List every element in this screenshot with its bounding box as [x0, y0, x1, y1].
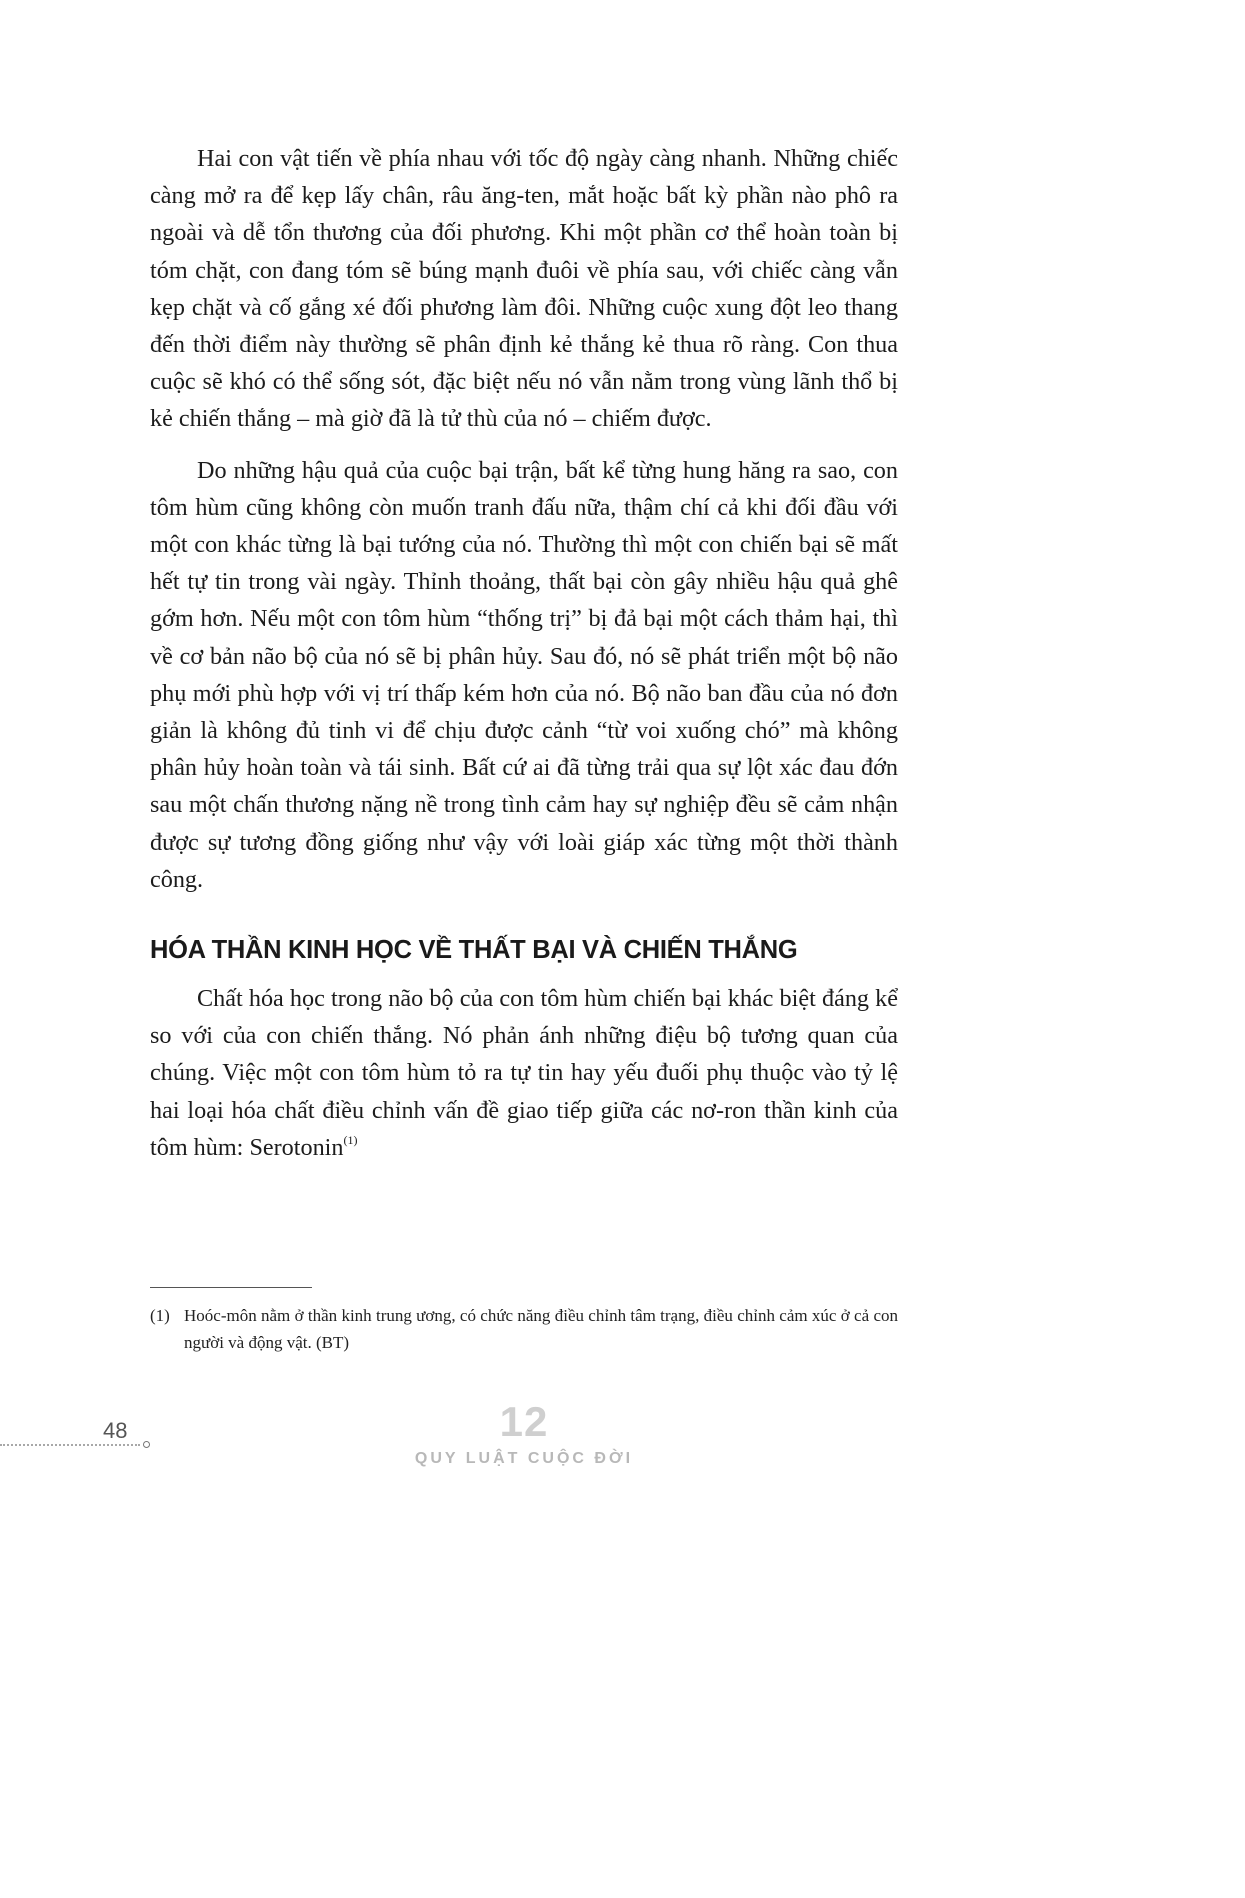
section-heading: HÓA THẦN KINH HỌC VỀ THẤT BẠI VÀ CHIẾN THẮNG: [150, 936, 798, 965]
page-body: [150, 140, 898, 1166]
page-folio: [0, 1418, 160, 1458]
footnote-text: Hoóc-môn nằm ở thần kinh trung ương, có chức năng điều chỉnh tâm trạng, điều chỉnh cảm xúc ở cả con người và động vật. (BT): [184, 1306, 898, 1352]
footnote-reference: (1): [343, 1132, 358, 1147]
footnote-marker: (1): [150, 1306, 170, 1325]
folio-circle-icon: [143, 1441, 150, 1448]
body-paragraph-3: [150, 980, 898, 1166]
footnote-divider: [150, 1287, 312, 1288]
series-title: QUY LUẬT CUỘC ĐỜI: [414, 1450, 634, 1467]
page-number: 48: [103, 1418, 128, 1443]
body-paragraph-3-text: Chất hóa học trong não bộ của con tôm hùm chiến bại khác biệt đáng kể so với của con chiến thắng. Nó phản ánh những điệu bộ tương quan của chúng. Việc một con tôm hùm tỏ ra tự tin hay yếu đuối phụ thuộc vào tỷ lệ hai loại hóa chất điều chỉnh vấn đề giao tiếp giữa các nơ-ron thần kinh của tôm hùm: Serotonin: [150, 985, 898, 1161]
footnote: [150, 1302, 898, 1356]
running-footer: [400, 1400, 648, 1468]
body-paragraph-2: Do những hậu quả của cuộc bại trận, bất kể từng hung hăng ra sao, con tôm hùm cũng không còn muốn tranh đấu nữa, thậm chí cả khi đối đầu với một con khác từng là bại tướng của nó. Thường thì một con chiến bại sẽ mất hết tự tin trong vài ngày. Thỉnh thoảng, thất bại còn gây nhiều hậu quả ghê gớm hơn. Nếu một con tôm hùm “thống trị” bị đả bại một cách thảm hại, thì về cơ bản não bộ của nó sẽ bị phân hủy. Sau đó, nó sẽ phát triển một bộ não phụ mới phù hợp với vị trí thấp kém hơn của nó. Bộ não ban đầu của nó đơn giản là không đủ tinh vi để chịu được cảnh “từ voi xuống chó” mà không phân hủy hoàn toàn và tái sinh. Bất cứ ai đã từng trải qua sự lột xác đau đớn sau một chấn thương nặng nề trong tình cảm hay sự nghiệp đều sẽ cảm nhận được sự tương đồng giống như vậy với loài giáp xác từng một thời thành công.: [150, 456, 898, 893]
body-paragraph-1: Hai con vật tiến về phía nhau với tốc độ ngày càng nhanh. Những chiếc càng mở ra để kẹp lấy chân, râu ăng-ten, mắt hoặc bất kỳ phần nào phô ra ngoài và dễ tổn thương của đối phương. Khi một phần cơ thể hoàn toàn bị tóm chặt, con đang tóm sẽ búng mạnh đuôi về phía sau, với chiếc càng vẫn kẹp chặt và cố gắng xé đối phương làm đôi. Những cuộc xung đột leo thang đến thời điểm này thường sẽ phân định kẻ thắng kẻ thua rõ ràng. Con thua cuộc sẽ khó có thể sống sót, đặc biệt nếu nó vẫn nằm trong vùng lãnh thổ bị kẻ chiến thắng – mà giờ đã là tử thù của nó – chiếm được.: [150, 145, 898, 433]
folio-dotted-line: [0, 1444, 140, 1446]
series-number: 12: [499, 1398, 549, 1445]
